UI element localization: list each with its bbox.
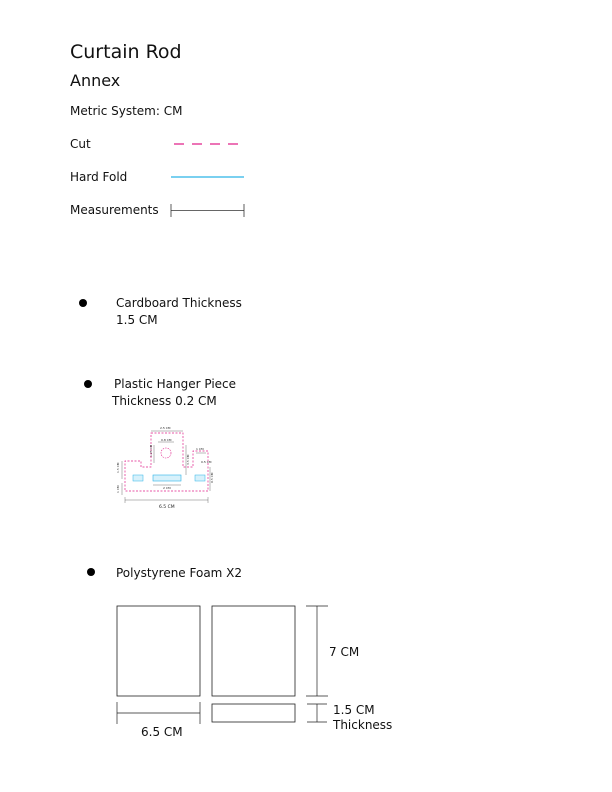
legend-measurements-label: Measurements [70, 203, 159, 217]
foam-thickness-panel [212, 704, 295, 722]
dim-base-inner-label: 2 CM [163, 486, 171, 490]
foam-height-label: 7 CM [329, 645, 360, 659]
bullet-icon [79, 299, 87, 307]
page-subtitle: Annex [70, 71, 121, 90]
cardboard-thickness-label: Cardboard Thickness [116, 296, 242, 310]
foam-width-label: 6.5 CM [141, 725, 183, 739]
dim-hole-label: 1.25 CM [149, 444, 153, 457]
metric-system-label: Metric System: CM [70, 104, 183, 118]
measurement-line-icon [170, 203, 250, 219]
plastic-hanger-thickness: Thickness 0.2 CM [112, 394, 217, 408]
dim-left-low-label: 1 CM [116, 485, 120, 493]
bullet-icon [87, 568, 95, 576]
legend-hard-fold-label: Hard Fold [70, 170, 128, 184]
dim-right-horizontal-label: 1 CM [196, 447, 204, 451]
hanger-fold-band [195, 475, 205, 481]
dim-inner-label: 0.8 CM [161, 438, 172, 442]
cut-line-icon [172, 141, 252, 147]
dim-tab-label: 0.5 CM [201, 460, 212, 464]
hanger-fold-band [133, 475, 143, 481]
foam-panel [212, 606, 295, 696]
dim-left-vertical-label: 1.5 CM [116, 462, 120, 473]
legend-cut-label: Cut [70, 137, 91, 151]
foam-panel [117, 606, 200, 696]
foam-thickness-word: Thickness [333, 718, 393, 732]
dim-top-label: 2.5 CM [160, 426, 171, 430]
plastic-hanger-label: Plastic Hanger Piece [114, 377, 237, 391]
dim-base-total-label: 6.5 CM [159, 505, 175, 510]
dim-right-vertical-label: 3.5 CM [186, 454, 190, 465]
foam-thickness-value: 1.5 CM [333, 703, 375, 717]
hanger-fold-band [153, 475, 181, 481]
polystyrene-foam-label: Polystyrene Foam X2 [116, 566, 243, 580]
page-title: Curtain Rod [70, 41, 182, 63]
bullet-icon [84, 380, 92, 388]
cardboard-thickness-value: 1.5 CM [116, 313, 158, 327]
plastic-hanger-diagram [110, 423, 220, 513]
hard-fold-line-icon [170, 174, 250, 180]
dim-tab-height-label: 0.5 CM [210, 472, 214, 483]
hanger-hole [161, 448, 171, 458]
